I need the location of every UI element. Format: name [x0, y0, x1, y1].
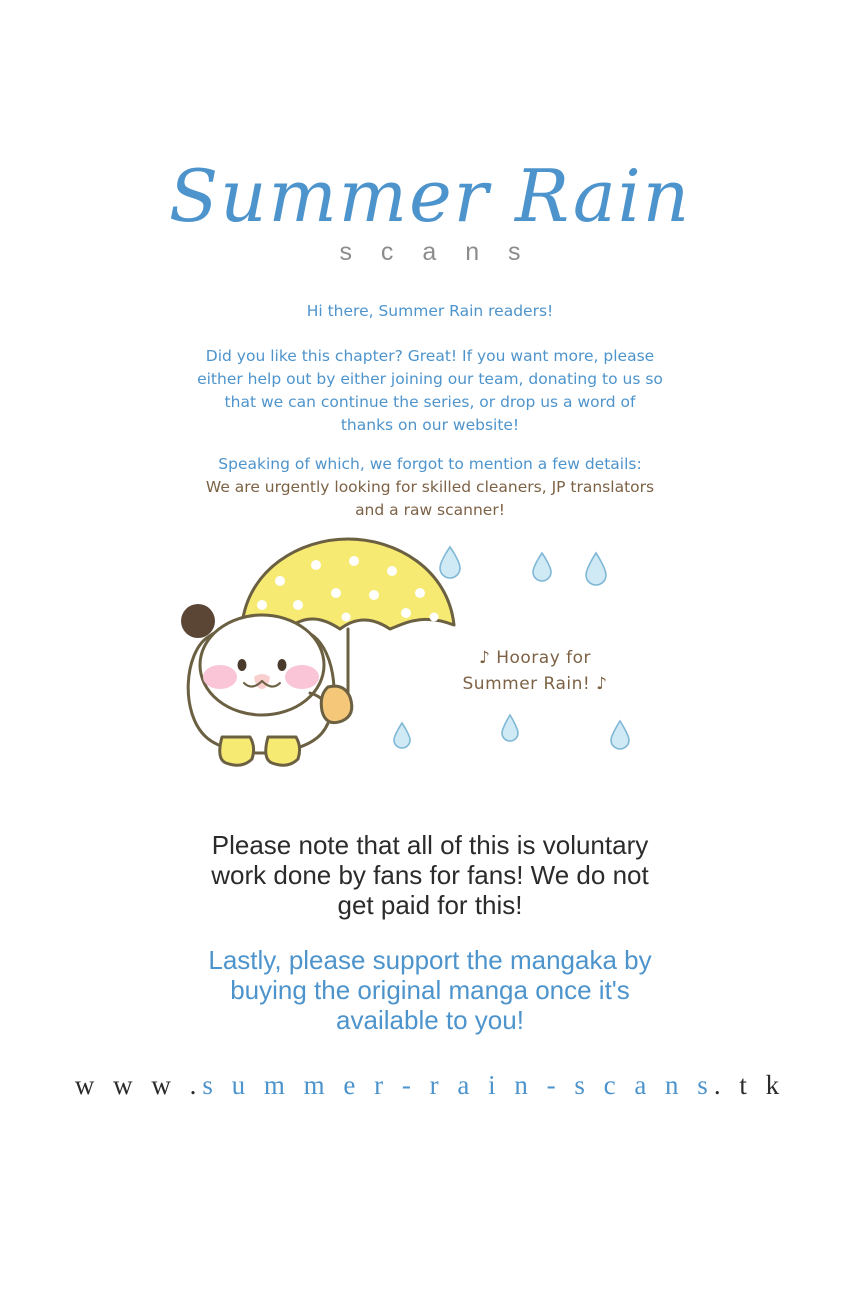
- greeting-line: Hi there, Summer Rain readers!: [306, 302, 554, 320]
- panda-icon: [181, 604, 352, 765]
- url-tld: . t k: [713, 1070, 786, 1100]
- call-to-action-paragraph: [130, 345, 730, 437]
- support-mangaka-note: [130, 945, 730, 1035]
- cta-line-1: Did you like this chapter? Great! If you want more, please: [205, 347, 655, 365]
- support-line-1: Lastly, please support the mangaka by: [208, 945, 652, 975]
- hooray-caption: [420, 645, 650, 697]
- support-line-2: buying the original manga once it's: [230, 975, 630, 1005]
- website-url[interactable]: [0, 1070, 860, 1101]
- recruit-line-2: We are urgently looking for skilled cleaners, JP translators: [205, 478, 655, 496]
- recruit-line-1: Speaking of which, we forgot to mention a few details:: [218, 455, 642, 473]
- hooray-line-1: ♪ Hooray for: [478, 648, 592, 668]
- url-domain: s u m m e r - r a i n - s c a n s: [202, 1070, 714, 1100]
- cta-line-3: that we can continue the series, or drop us a word of: [224, 393, 636, 411]
- page-subtitle: s c a n s: [339, 238, 532, 266]
- voluntary-line-3: get paid for this!: [337, 890, 523, 920]
- page-title: Summer Rain: [168, 154, 692, 238]
- hooray-line-2: Summer Rain! ♪: [462, 674, 608, 694]
- recruitment-paragraph: [130, 453, 730, 522]
- recruit-line-3: and a raw scanner!: [355, 501, 505, 519]
- voluntary-line-2: work done by fans for fans! We do not: [211, 860, 649, 890]
- support-line-3: available to you!: [336, 1005, 524, 1035]
- cta-line-2: either help out by either joining our team, donating to us so: [197, 370, 663, 388]
- logo-block: [0, 154, 860, 267]
- voluntary-work-note: [130, 830, 730, 920]
- greeting-text: [130, 300, 730, 323]
- url-www: w w w .: [74, 1070, 203, 1100]
- cta-line-4: thanks on our website!: [340, 416, 520, 434]
- voluntary-line-1: Please note that all of this is voluntary: [211, 830, 649, 860]
